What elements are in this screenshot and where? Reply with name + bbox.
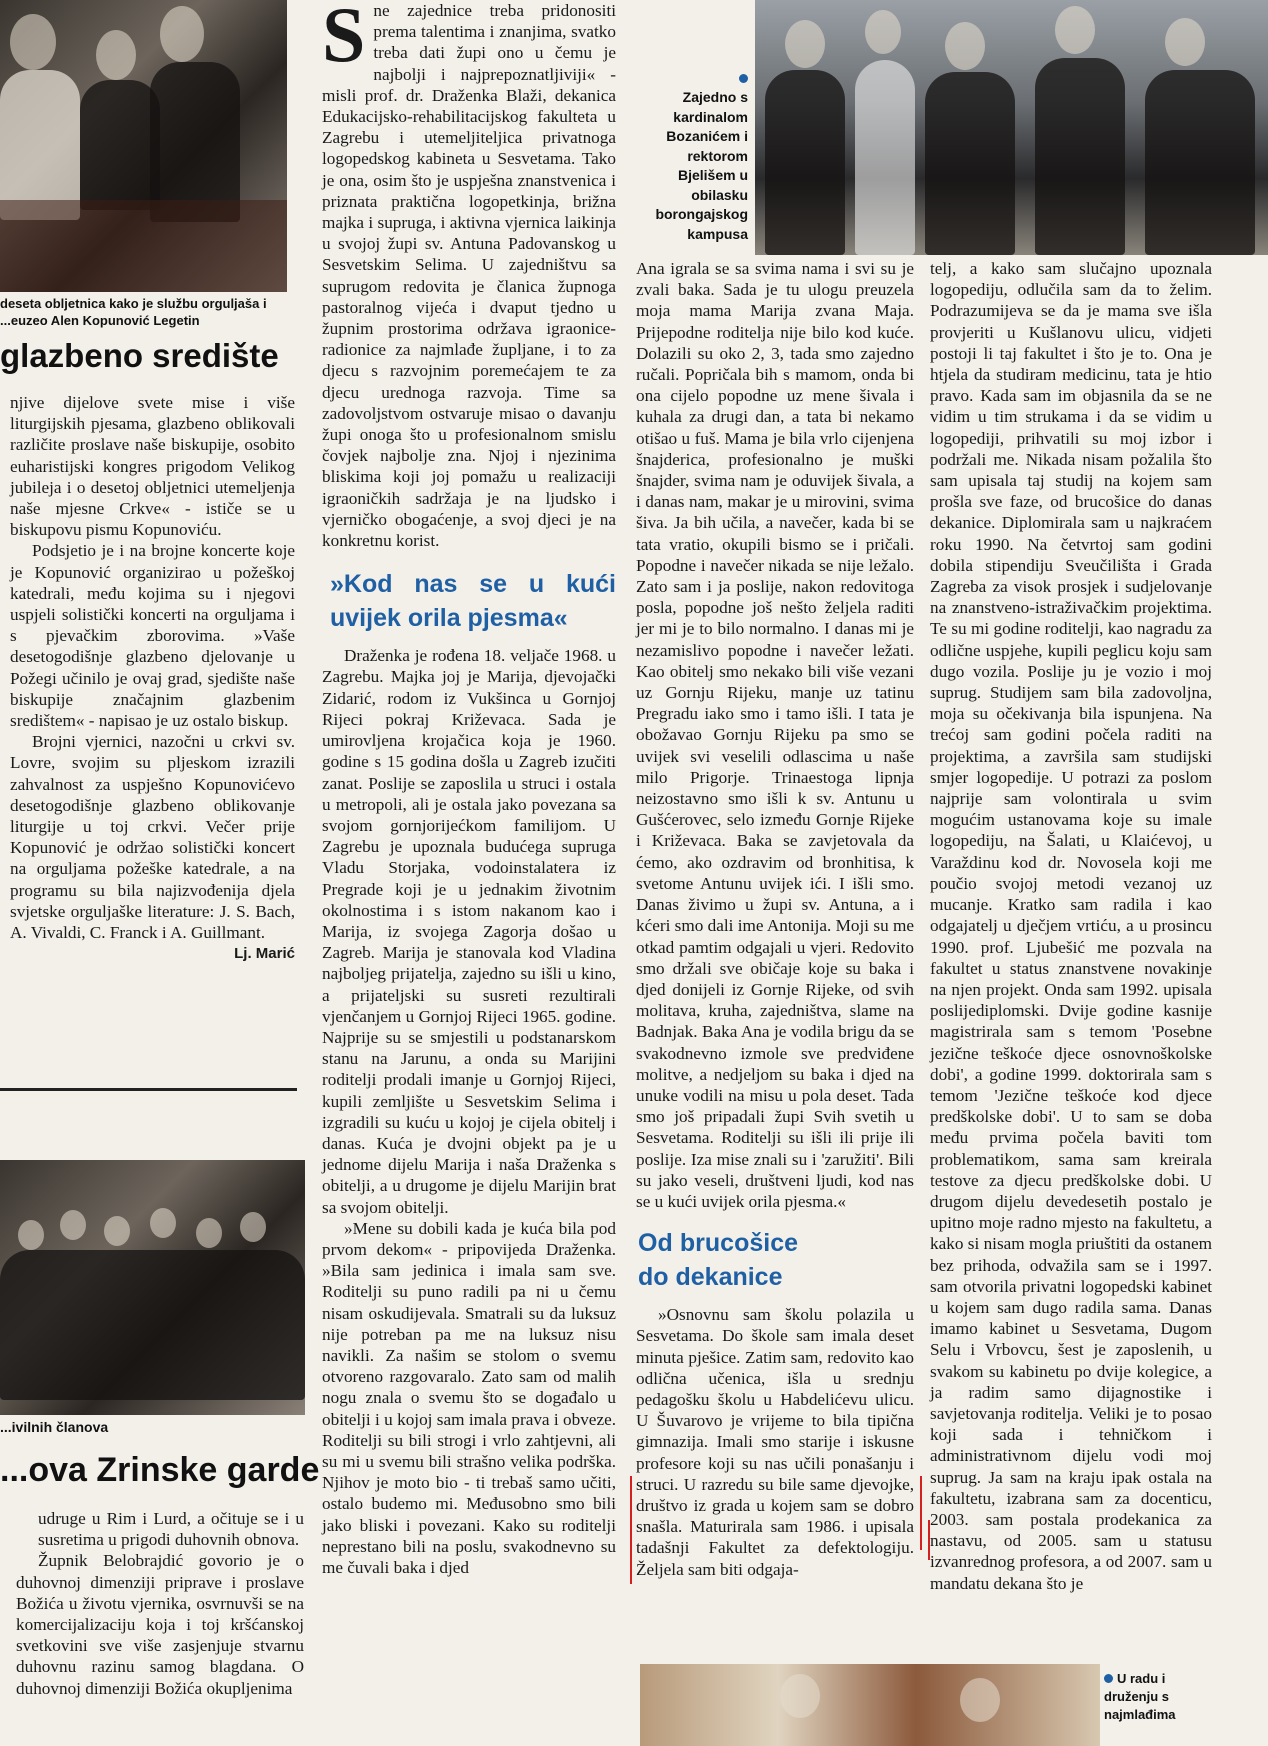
left-paragraph: njive dijelove svete mise i više liturgijskih pjesama, glazbeno oblikovali različite proslave naše biskupije, osobito euharistijski kongres prigodom Velikog jubileja i o desetoj obljetnici utemeljenja naše mjesne Crkve« - ističe se u biskupovu pismu Kopunoviću. (10, 393, 295, 540)
column-4-paragraph: telj, a kako sam slučajno upoznala logopediju, odlučila sam da to želim. Podrazumijeva se da je mama sve išla provjeriti u Kušlanovu ulicu, vidjeti postoji li taj fakultet i što je to. Ona je htjela da studiram medicinu, tata je htio pravo. Kada sam im objasnila da se ne vidim u tim strukama i da se vidim u logopediji, prihvatili su moj izbor i podržali me. Nikada nisam požalila što sam upisala taj studij na kojem sam prošla sve faze, od brucošice do danas dekanice. Diplomirala sam u najkraćem roku 1990. Na četvrtoj sam godini dobila stipendiju Sveučilišta i Grada Zagreba za visok prosjek i sudjelovanje na znanstveno-istraživačkim projektima. Te su mi godine roditelji, kao nagradu za odlične uspjehe, kupili peglicu koju sam dugo vozila. Poslije ju je vozio i moj suprug. Studijem sam bila zadovoljna, moja su očekivanja bila ispunjena. Na trećoj sam godini počela raditi na projektima, a završila sam studijski smjer logopedije. U potrazi za poslom najprije sam volontirala u svim mogućim ustanovama koje su imale logopediju, na Šalati, u Klaićevoj, u Varaždinu kod dr. Novosela koji me poučio svojoj metodi vezanoj uz mucanje. Kratko sam radila i kao odgajatelj u dječjem vrtiću, a u prosincu 1990. prof. Ljubešić me pozvala na fakultet u status znanstvene novakinje na njen projekt. Onda sam 1992. upisala poslijediplomski. Dvije godine kasnije magistrirala sam s temom 'Posebne jezične teškoće djece osnovnoškolske dobi', a godine 1999. doktorirala sam s temom 'Jezične teškoće kod djece predškolske dobi'. U to sam se doba među prvima počela baviti tom problematikom, sama sam kreirala testove za djecu predškolske dobi. U drugom dijelu devedesetih postalo je upitno moje radno mjesto na fakultetu, a kako si nisam mogla priuštiti da ostanem bez prihoda, odvažila sam se i 1997. sam otvorila privatni logopedski kabinet u kojem sam dugo radila sama. Danas imamo kabinet u Sesvetama, Dugom Selu i Vrbovcu, šest je zaposlenih, u svakom su kabinetu po dvije kolegice, a ja radim samo dijagnostike i savjetovanja roditelja. Veliki je to posao koji sada i tehničkom i administrativnom dijelu vodi moj suprug. Ja sam na kraju ipak ostala na fakultetu, izabrana sam za docenticu, 2003. sam postala prodekanica za nastavu, od 2005. sam u statusu izvanrednog profesora, a od 2007. sam u mandatu dekana što je (930, 259, 1212, 1593)
left-headline-2: ...ova Zrinske garde (0, 1451, 320, 1489)
left-bottom-paragraph: Župnik Belobrajdić govorio je o duhovnoj dimenziji priprave i proslave Božića u životu vjernika, osvrnuvši se na komercijalizaciju koja i toj kršćanskoj svetkovini sve više zasjenjuje stvarnu duhovnu razinu samog blagdana. O duhovnoj dimenziji Božića okupljenima (16, 1551, 304, 1698)
drop-cap: S (322, 0, 366, 78)
caption-bullet-icon (739, 74, 748, 83)
caption-bullet-icon (1104, 1674, 1113, 1683)
intro-paragraph (322, 0, 616, 551)
left-paragraph: Brojni vjernici, nazočni u crkvi sv. Lovre, svojim su pljeskom izrazili zahvalnost za uspješno Kopunovićevo desetogodišnje glazbeno oblikovanje liturgije u toj crkvi. Večer prije Kopunović je održao solistički koncert na orguljama požeške katedrale, a na programu su bila najizvođenija djela svjetske orguljaške literature: J. S. Bach, A. Vivaldi, C. Franck i A. Guillmant. (10, 732, 295, 943)
middle-paragraph: »Mene su dobili kada je kuća bila pod prvom dekom« - pripovijeda Draženka. »Bila sam jedinica i imala sam sve. Roditelji su puno radili pa ni u čemu nisam oskudijevala. Smatrali su da luksuz nije potreban pa me na luksuz nisu navikli. Za našim se stolom o svemu otvoreno razgovaralo. Zato sam od malih nogu znala o svemu što se događalo u obitelji i u kojoj sam imala prava i obveze. Roditelji su bili strogi i vrlo zahtjevni, ali su mi u svemu bili strašno velika podrška. Njihov je moto bio - ti trebaš samo učiti, ostalo budemo mi. Međusobno smo bili jako bliski i povezani. Kako su roditelji neprestano bili na poslu, svakodnevno su me čuvali baka i djed (322, 1218, 616, 1578)
children-photo (640, 1664, 1100, 1746)
column-4-body (930, 258, 1212, 1594)
proofreading-mark (630, 1476, 632, 1584)
middle-subhead: »Kod nas se u kući uvijek orila pjesma« (330, 570, 616, 633)
group-photo (0, 1160, 305, 1415)
intro-text: ne zajednice treba pridonositi prema talentima i znanjima, svatko treba dati župi ono u čemu je najbolji i najprepoznatljiviji« - misli prof. dr. Draženka Blaži, dekanica Edukacijsko-rehabilitacijskog fakulteta u Zagrebu i utemeljiteljica privatnoga logopedskog kabineta u Sesvetama. Tako je ona, osim što je uspješna znanstvenica i priznata praktična logopetkinja, brižna majka i supruga, i aktivna vjernica laikinja u svojoj župi sv. Antuna Padovanskog u Sesvetskim Selima. U zajedništvu sa suprugom redovita je članica župnoga pastoralnog vijeća i dvaput tjedno u župnim prostorima održava igraonice-radionice za najmlađe župljane, i to za djecu s razvojnim poremećajem te za djecu urednoga razvoja. Time sa zadovoljstvom ostvaruje misao o davanju župi onoga što u profesionalnom smislu čovjek najbolje zna. Njoj i njezinima bliskima koji joj pomažu u realizaciji igraoničkih sadržaja je na ljudsko i vjerničko obogaćenje, a svoj djeci je na konkretnu korist. (322, 1, 616, 551)
cardinal-caption-block (640, 70, 748, 244)
left-paragraph: Podsjetio je i na brojne koncerte koje je Kopunović organizirao u požeškoj katedrali, među kojima su i njegovi uspjeli solistički koncerti na orguljama i s pjevačkim zborovima. »Vaše desetogodišnje glazbeno djelovanje u Požegi učinilo je ovaj grad, sjedište naše biskupije značajnim glazbenim središtem« - napisao je uz ostalo biskup. (10, 541, 295, 731)
left-bottom-body (14, 1508, 304, 1699)
middle-paragraph: Draženka je rođena 18. veljače 1968. u Zagrebu. Majka joj je Marija, djevojački Zidarić, rodom iz Vukšinca u Gornjoj Rijeci pokraj Križevaca. Sada je umirovljena krojačica koja je 1960. godine s 15 godina došla u Zagreb izučiti zanat. Poslije se zaposlila u struci i ostala u metropoli, ali je ostala jako povezana sa svojom gornjorijećkom familijom. U Zagrebu je upoznala budućega supruga Vladu Storjaka, vodoinstalatera iz Pregrade koji je u jednakim životnim okolnostima i s istom nakanom kao i Marija, iz svojega Zagorja došao u Zagreb. Marija je stanovala kod Vladina najboljeg prijatelja, zajedno su išli u kino, a prijateljski su susreti rezultirali vjenčanjem u Gornjoj Rijeci 1965. godine. Najprije su se smjestili u podstanarskom stanu na Jarunu, a onda su Marijini roditelji prodali imanje u Gornjoj Rijeci, kupili zemljište u Sesvetskim Selima i izgradili su kuću u kojoj je cijela obitelj i danas. Kuća je dvojni objekt pa je u jednome dijelu Marija i naša Draženka s obitelji, a u drugome je dijelu Marijin brat sa svojom obitelji. (322, 646, 616, 1217)
children-photo-caption: U radu i druženju s najmlađima (1104, 1671, 1176, 1722)
left-bottom-paragraph: udruge u Rim i Lurd, a očituje se i u susretima u prigodi duhovnih obnova. (38, 1509, 304, 1550)
organist-photo (0, 0, 287, 292)
proofreading-mark (920, 1476, 922, 1550)
column-3-body (636, 258, 914, 1580)
group-photo-caption: ...ivilnih članova (0, 1419, 109, 1435)
cardinal-photo (755, 0, 1268, 255)
organist-photo-caption: deseta obljetnica kako je službu orguljaša i ...euzeo Alen Kopunović Legetin (0, 296, 267, 328)
column-3-paragraph: Ana igrala se sa svima nama i svi su je zvali baka. Sada je tu ulogu preuzela moja mama Marija zvana Maja. Prijepodne roditelja nije bilo kod kuće. Dolazili su oko 2, 3, tada smo zajedno ručali. Popričala bih s mamom, onda bi ona cijelo popodne uz mene šivala i kuhala za drugi dan, a tata bi nekamo otišao u fuš. Mama je bila vrlo cijenjena šnajderica, profesionalno je muški šnajder, svima nam je oduvijek šivala, a i danas nam, makar je u mirovini, svima šiva. Ja bih učila, a navečer, kada bi se tata vratio, okupili bismo se i pričali. Popodne i navečer nikada se nije ležalo. Zato sam i ja poslije, nakon redovitoga posla, popodne još nešto željela raditi jer mi je to bilo normalno. I danas mi je nezamislivo popodne i navečer ležati. Kao obitelj smo nekako bili više vezani uz Gornju Rijeku, manje uz tatinu Pregradu iako smo i tamo išli. I tata je obožavao Gornju Rijeku pa smo se uvijek svi veselili odlascima u naše milo Prigorje. Trinaestoga lipnja neizostavno smo išli k sv. Antunu u Gušćerovec, selo između Gornje Rijeke i Križevaca. Baka se zavjetovala da ćemo, ako ozdravim od bronhitisa, k svetome Antunu uvijek ići. I išli smo. Danas živimo u župi sv. Antuna, a i kćeri smo dali ime Antonija. Moji su me otkad pamtim odgajali u vjeri. Redovito smo držali sve običaje koje su baka i djed donijeli iz Gornje Rijeke, od svih molitava, kruha, zajedništva, slame na Badnjak. Baka Ana je vodila brigu da se svakodnevno izmole sve predviđene molitve, a nedjeljom su baka i djed na unuke vodili na misu u pola deset. Tada smo još pripadali župi Svih svetih u Sesvetama. Roditelji su išli ili prije ili poslije. Iza mise znali su i 'zaružiti'. Bili su jako veseli, društveni ljudi, kod nas se u kući uvijek orila pjesma.« (636, 259, 914, 1211)
cardinal-photo-caption: Zajedno s kardinalom Bozanićem i rektorom Bjelišem u obilasku borongajskog kampusa (655, 89, 748, 242)
children-caption-block (1104, 1670, 1219, 1724)
author-signature: Lj. Marić (234, 945, 295, 963)
right-subhead: Od brucošice do dekanice (638, 1229, 798, 1292)
left-headline: glazbeno središte (0, 337, 279, 374)
column-3-bottom-paragraph: »Osnovnu sam školu polazila u Sesvetama. Do škole sam imala deset minuta pješice. Zatim sam, redovito kao odlična učenica, išla u srednju pedagošku školu u Habdelićevu ulicu. U Šuvarovo je vrijeme to bila tipična gimnazija. Imali smo starije i iskusne profesore koji su nas učili ponašanju i struci. U razredu su bile same djevojke, društvo iz grada u kojem sam se dobro snašla. Maturirala sam 1986. i upisala tadašnji Fakultet za defektologiju. Željela sam biti odgaja- (636, 1305, 914, 1579)
middle-article-body (322, 0, 616, 1578)
section-divider (0, 1088, 297, 1091)
left-article-body (10, 392, 295, 964)
